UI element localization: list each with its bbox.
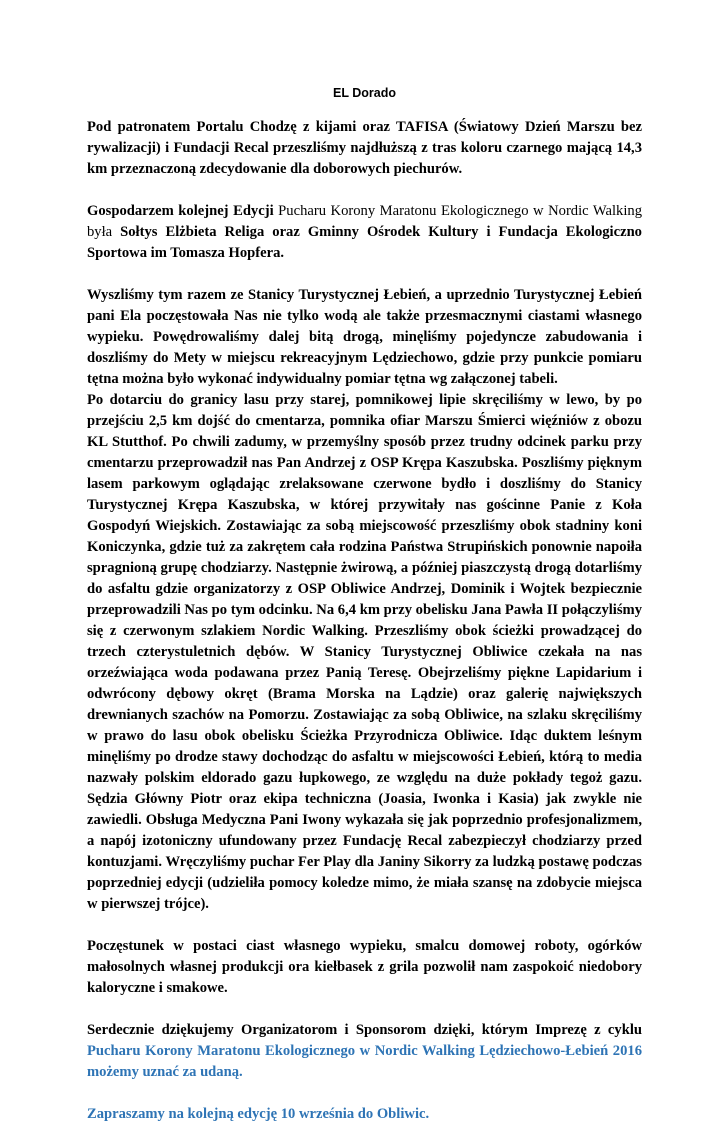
paragraph-patronage: Pod patronatem Portalu Chodzę z kijami oraz TAFISA (Światowy Dzień Marszu bez rywalizacji) i Fundacji Recal przeszliśmy najdłuższą z tras koloru czarnego mającą 14,3 km przeznaczoną zdecydowanie dla doborowych piechurów. (87, 119, 642, 177)
host-connector: była (87, 224, 121, 240)
document-page (87, 70, 642, 1125)
document-title: EL Dorado (333, 86, 396, 100)
host-names: Sołtys Elżbieta Religa oraz Gminny Ośrodek Kultury i Fundacja Ekologiczno Sportowa im Tomasza Hopfera. (87, 224, 642, 261)
paragraph-gap (87, 1083, 642, 1104)
host-cup-name: Pucharu Korony Maratonu Ekologicznego w Nordic Walking (273, 203, 642, 219)
paragraph-gap (87, 915, 642, 936)
host-lead: Gospodarzem kolejnej Edycji (87, 203, 274, 219)
paragraph-start (87, 285, 642, 390)
thanks-text: Serdecznie dziękujemy Organizatorom i Sponsorom dzięki, którym Imprezę z cyklu (87, 1022, 642, 1038)
paragraph-refreshments: Poczęstunek w postaci ciast własnego wypieku, smalcu domowej roboty, ogórków małosolnych własnej produkcji ora kiełbasek z grila pozwolił nam zaspokoić niedobory kaloryczne i smakowe. (87, 938, 642, 996)
thanks-cup-name: Pucharu Korony Maratonu Ekologicznego w Nordic Walking Lędziechowo-Łebień 2016 możemy uznać za udaną. (87, 1043, 642, 1080)
paragraph-gap (87, 180, 642, 201)
paragraph-invitation: Zapraszamy na kolejną edycję 10 września do Obliwic. (87, 1106, 430, 1122)
paragraph-gap (87, 999, 642, 1020)
paragraph-host (87, 201, 642, 264)
paragraph-gap (87, 264, 642, 285)
paragraph-route: Po dotarciu do granicy lasu przy starej, pomnikowej lipie skręciliśmy w lewo, by po przejściu 2,5 km dojść do cmentarza, pomnika ofiar Marszu Śmierci więźniów z obozu KL Stutthof. Po chwili zadumy, w przemyślny sposób przez trudny odcinek parku przy cmentarzu przeprowadził nas Pan Andrzej z OSP Krępa Kaszubska. Poszliśmy pięknym lasem parkowym oglądając zrelaksowane czerwone bydło i doszliśmy do Stanicy Turystycznej Krępa Kaszubska, w której przywitały nas gościnne Panie z Koła Gospodyń Wiejskich. Zostawiając za sobą miejscowość przeszliśmy obok stadniny koni Koniczynka, gdzie tuż za zakrętem cała rodzina Państwa Strupińskich ponownie napoiła spragnioną grupę chodziarzy. Następnie żwirową, a później piaszczystą drogą dotarliśmy do asfaltu gdzie organizatorzy z OSP Obliwice Andrzej, Dominik i Wojtek bezpiecznie przeprowadzili Nas po tym odcinku. Na 6,4 km przy obelisku Jana Pawła II połączyliśmy się z czerwonym szlakiem Nordic Walking. Przeszliśmy obok ścieżki prowadzącej do trzech czterystuletnich dębów. W Stanicy Turystycznej Obliwice czekała na nas orzeźwiająca woda podawana przez Panią Teresę. Obejrzeliśmy piękne Lapidarium i odwrócony dębowy okręt (Brama Morska na Lądzie) oraz galerię największych drewnianych szachów na Pomorzu. Zostawiając za sobą Obliwice, na szlaku skręciliśmy w prawo do lasu obok obelisku Ścieżka Przyrodnicza Obliwice. Idąc duktem leśnym minęliśmy po drodze stawy dochodząc do asfaltu w miejscowości Łebień, którą to media nazwały polskim eldorado gazu łupkowego, ze względu na duże pokłady tegoż gazu. Sędzia Główny Piotr oraz ekipa techniczna (Joasia, Iwonka i Kasia) jak zwykle nie zawiedli. Obsługa Medyczna Pani Iwony wykazała się jak poprzednio profesjonalizmem, a napój izotoniczny ufundowany przez Fundację Recal zabezpieczył chodziarzy przed kontuzjami. Wręczyliśmy puchar Fer Play dla Janiny Sikorry za ludzką postawę podczas poprzedniej edycji (udzieliła pomocy koledze mimo, że miała szansę na zdobycie miejsca w pierwszej trójce). (87, 392, 642, 912)
start-text-a: Wyszliśmy tym razem ze Stanicy Turystycznej Łebień, a uprzednio Turystycznej Łebień pani Ela poczęstowała Nas nie tylko wodą ale także przesmacznymi ciastami własnego wypieku. Powędrowaliśmy dalej bitą drogą, minęliśmy pojedyncze zabudowania i doszliśmy do Mety w miejscu rekreacyjnym (87, 287, 642, 366)
paragraph-thanks (87, 1020, 642, 1083)
start-text-b: Lędziechowo, gdzie przy punkcie pomiaru tętna można było wykonać indywidualny pomiar tętna wg załączonej tabeli. (87, 350, 642, 387)
